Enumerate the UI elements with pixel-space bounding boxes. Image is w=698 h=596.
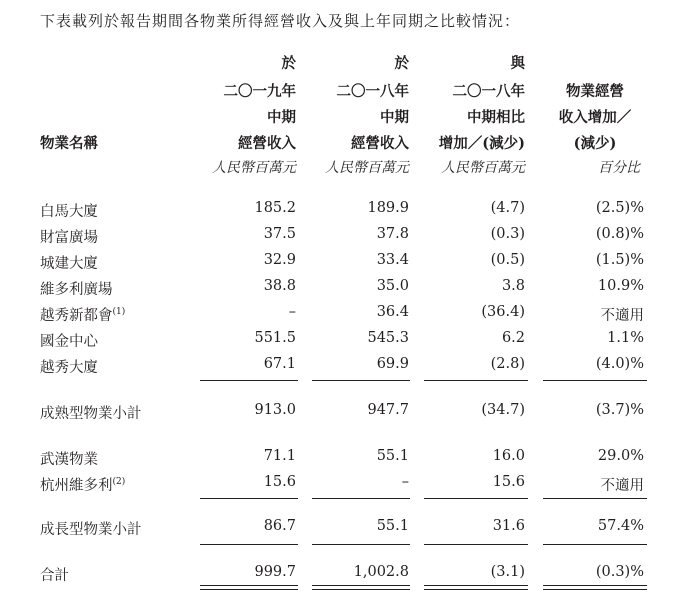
subtotal-rule bbox=[312, 498, 410, 499]
subtotal-value-percent: (3.7)% bbox=[595, 402, 644, 418]
total-value-percent: (0.3)% bbox=[595, 564, 644, 580]
property-name-header: 物業名稱 bbox=[40, 135, 98, 152]
row-label: 越秀新都會$^{(1)}$ bbox=[40, 307, 126, 324]
row-value-2018: 33.4 bbox=[376, 252, 409, 268]
intro-text: 下表載列於報告期間各物業所得經營收入及與上年同期之比較情況： bbox=[40, 12, 521, 30]
total-double-rule bbox=[543, 585, 647, 590]
row-value-percent: 1.1% bbox=[607, 330, 644, 346]
subtotal-value-2018: 55.1 bbox=[376, 518, 409, 534]
total-rule bbox=[312, 544, 410, 545]
subtotal-rule bbox=[312, 380, 410, 381]
row-label: 越秀大廈 bbox=[40, 360, 98, 376]
total-value-change: (3.1) bbox=[490, 564, 525, 580]
row-value-percent: 29.0% bbox=[597, 448, 644, 464]
row-value-2019: – bbox=[288, 304, 296, 320]
col1-header-line1: 於 bbox=[281, 55, 296, 72]
col3-header-line4: 增加／(減少) bbox=[438, 135, 525, 152]
row-value-2018: 189.9 bbox=[367, 200, 409, 216]
row-value-change: (36.4) bbox=[481, 304, 525, 320]
total-value-2018: 1,002.8 bbox=[353, 564, 409, 580]
total-double-rule bbox=[312, 585, 410, 590]
col2-header-line4: 經營收入 bbox=[351, 135, 409, 152]
total-double-rule bbox=[424, 585, 528, 590]
subtotal-value-2018: 947.7 bbox=[367, 402, 409, 418]
col3-header-line2: 二〇一八年 bbox=[452, 83, 525, 100]
total-label: 合計 bbox=[40, 568, 69, 584]
col3-header-line3: 中期相比 bbox=[467, 109, 525, 126]
row-value-change: (0.3) bbox=[490, 226, 525, 242]
col3-header-line1: 與 bbox=[510, 55, 525, 72]
col1-unit: 人民幣百萬元 bbox=[212, 160, 296, 176]
total-rule bbox=[424, 544, 528, 545]
row-value-percent: 不適用 bbox=[600, 308, 644, 324]
subtotal-label: 成長型物業小計 bbox=[40, 522, 142, 538]
row-value-2019: 32.9 bbox=[263, 252, 296, 268]
row-label: 城建大廈 bbox=[40, 256, 98, 272]
row-value-2018: 37.8 bbox=[376, 226, 409, 242]
col4-unit: 百分比 bbox=[598, 160, 640, 176]
row-value-percent: (4.0)% bbox=[595, 356, 644, 372]
subtotal-value-percent: 57.4% bbox=[597, 518, 644, 534]
row-value-2018: 69.9 bbox=[376, 356, 409, 372]
row-value-2018: 36.4 bbox=[376, 304, 409, 320]
row-value-2019: 38.8 bbox=[263, 278, 296, 294]
footnote-marker: (2) bbox=[112, 477, 126, 488]
row-value-change: 15.6 bbox=[492, 474, 525, 490]
subtotal-value-change: (34.7) bbox=[481, 402, 525, 418]
subtotal-rule bbox=[424, 380, 528, 381]
row-value-2018: 35.0 bbox=[376, 278, 409, 294]
row-value-change: (4.7) bbox=[490, 200, 525, 216]
subtotal-value-2019: 86.7 bbox=[263, 518, 296, 534]
row-value-2019: 71.1 bbox=[263, 448, 296, 464]
row-value-2019: 185.2 bbox=[254, 200, 296, 216]
subtotal-rule bbox=[424, 498, 528, 499]
row-value-2018: 55.1 bbox=[376, 448, 409, 464]
footnote-marker: (1) bbox=[112, 307, 126, 318]
row-value-percent: 不適用 bbox=[600, 478, 644, 494]
row-value-percent: 10.9% bbox=[597, 278, 644, 294]
col4-header-line1: 物業經營 bbox=[566, 83, 624, 100]
row-value-2019: 37.5 bbox=[263, 226, 296, 242]
subtotal-rule bbox=[200, 498, 298, 499]
row-label: 國金中心 bbox=[40, 334, 98, 350]
subtotal-label: 成熟型物業小計 bbox=[40, 406, 142, 422]
total-rule bbox=[543, 544, 647, 545]
row-label: 財富廣場 bbox=[40, 230, 98, 246]
subtotal-rule bbox=[200, 380, 298, 381]
row-value-change: 6.2 bbox=[501, 330, 525, 346]
subtotal-value-change: 31.6 bbox=[492, 518, 525, 534]
row-value-percent: (2.5)% bbox=[595, 200, 644, 216]
total-rule bbox=[200, 544, 298, 545]
row-label: 杭州維多利$^{(2)}$ bbox=[40, 477, 126, 494]
col4-header-line2: 收入增加／ bbox=[558, 109, 632, 126]
col1-header-line2: 二〇一九年 bbox=[223, 83, 296, 100]
col3-unit: 人民幣百萬元 bbox=[441, 160, 525, 176]
row-value-2018: – bbox=[401, 474, 409, 490]
total-value-2019: 999.7 bbox=[254, 564, 296, 580]
row-value-2019: 551.5 bbox=[254, 330, 296, 346]
row-value-2019: 67.1 bbox=[263, 356, 296, 372]
row-value-percent: (0.8)% bbox=[595, 226, 644, 242]
col2-header-line1: 於 bbox=[394, 55, 409, 72]
row-value-change: (2.8) bbox=[490, 356, 525, 372]
subtotal-rule bbox=[543, 498, 647, 499]
total-double-rule bbox=[200, 585, 298, 590]
col1-header-line3: 中期 bbox=[267, 109, 296, 126]
row-value-change: 16.0 bbox=[492, 448, 525, 464]
col1-header-line4: 經營收入 bbox=[238, 135, 296, 152]
col4-header-line3: (減少) bbox=[573, 135, 617, 152]
row-value-change: 3.8 bbox=[501, 278, 525, 294]
row-value-percent: (1.5)% bbox=[595, 252, 644, 268]
col2-header-line2: 二〇一八年 bbox=[336, 83, 409, 100]
row-value-2018: 545.3 bbox=[367, 330, 409, 346]
row-label: 白馬大廈 bbox=[40, 204, 98, 220]
col2-header-line3: 中期 bbox=[380, 109, 409, 126]
col2-unit: 人民幣百萬元 bbox=[325, 160, 409, 176]
row-value-2019: 15.6 bbox=[263, 474, 296, 490]
row-value-change: (0.5) bbox=[490, 252, 525, 268]
row-label: 維多利廣場 bbox=[40, 282, 113, 298]
subtotal-rule bbox=[543, 380, 647, 381]
row-label: 武漢物業 bbox=[40, 452, 98, 468]
subtotal-value-2019: 913.0 bbox=[254, 402, 296, 418]
